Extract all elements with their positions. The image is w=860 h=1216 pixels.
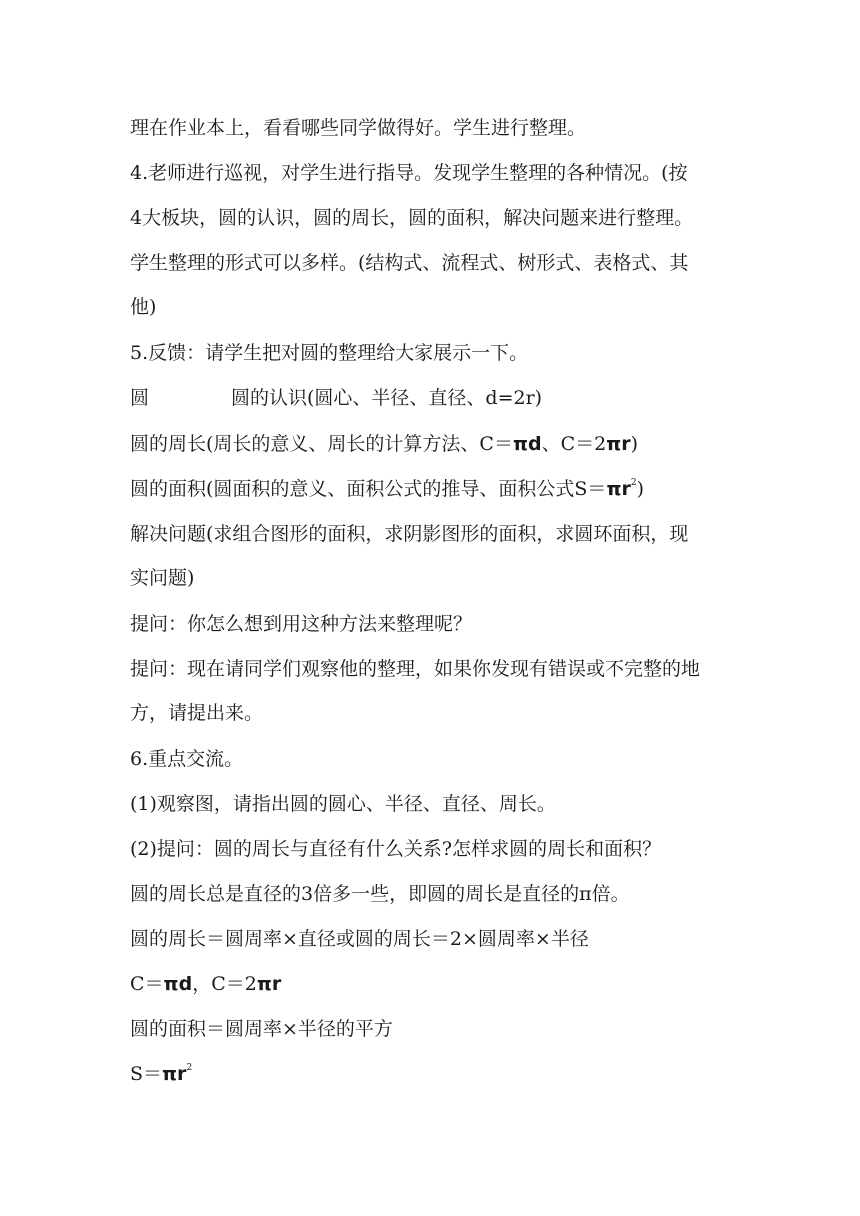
text-segment: S＝ (130, 1063, 163, 1085)
text-segment: ) (630, 433, 639, 455)
outline-item-area (130, 476, 740, 502)
paragraph-line: 4.老师进行巡视，对学生进行指导。发现学生整理的各种情况。(按 (130, 162, 688, 184)
paragraph-line: 解决问题(求组合图形的面积，求阴影图形的面积，求圆环面积，现 (130, 523, 689, 545)
text-segment: 、C＝2 (541, 433, 607, 455)
paragraph-line: (2)提问：圆的周长与直径有什么关系?怎样求圆的周长和面积？ (130, 838, 662, 860)
paragraph-line: 学生整理的形式可以多样。(结构式、流程式、树形式、表格式、其 (130, 252, 689, 274)
formula-pi-r: πr (606, 433, 631, 455)
formula-line-circumference (130, 971, 740, 997)
paragraph-line: 实问题) (130, 567, 195, 589)
paragraph-line: 方，请提出来。 (130, 702, 264, 724)
paragraph-line: 圆的面积＝圆周率×半径的平方 (130, 1018, 393, 1040)
formula-line-area (130, 1061, 740, 1087)
paragraph-line: 他) (130, 296, 157, 318)
text-segment: ，C＝2 (192, 973, 257, 995)
formula-pi-d: πd (512, 433, 542, 455)
outline-item-circumference (130, 431, 740, 457)
paragraph-line: 6.重点交流。 (130, 748, 244, 770)
text-segment: 圆的面积(圆面积的意义、面积公式的推导、面积公式S＝ (130, 478, 607, 500)
formula-pi-r: πr (606, 478, 631, 500)
paragraph-line: 4大板块，圆的认识，圆的周长，圆的面积，解决问题来进行整理。 (130, 207, 694, 229)
formula-pi-d: πd (163, 973, 193, 995)
outline-item-recognition: 圆的认识(圆心、半径、直径、d=2r) (231, 387, 543, 409)
outline-root-line (130, 385, 740, 411)
outline-root-label: 圆 (130, 387, 150, 409)
formula-pi-r: πr (162, 1063, 187, 1085)
paragraph-line: 提问：现在请同学们观察他的整理，如果你发现有错误或不完整的地 (130, 658, 701, 680)
paragraph-line: 圆的周长总是直径的3倍多一些，即圆的周长是直径的π倍。 (130, 883, 630, 905)
paragraph-line: 5.反馈：请学生把对圆的整理给大家展示一下。 (130, 342, 529, 364)
exponent: 2 (186, 1063, 193, 1073)
text-segment: 圆的周长(周长的意义、周长的计算方法、C＝ (130, 433, 513, 455)
paragraph-line: 理在作业本上，看看哪些同学做得好。学生进行整理。 (130, 117, 587, 139)
text-segment: C＝ (130, 973, 164, 995)
paragraph-line: 圆的周长＝圆周率×直径或圆的周长＝2×圆周率×半径 (130, 928, 589, 950)
text-segment: ) (636, 478, 644, 500)
paragraph-line: (1)观察图，请指出圆的圆心、半径、直径、周长。 (130, 793, 556, 815)
exponent: 2 (630, 478, 637, 488)
formula-pi-r: πr (256, 973, 282, 995)
paragraph-line: 提问：你怎么想到用这种方法来整理呢？ (130, 613, 473, 635)
